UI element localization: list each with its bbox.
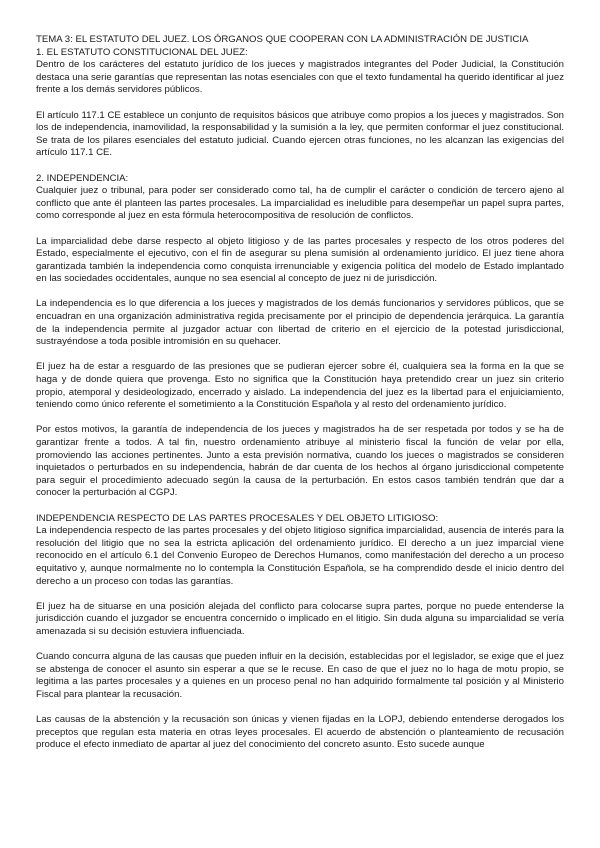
- paragraph: Dentro de los carácteres del estatuto jurídico de los jueces y magistrados integrantes del Poder Judicial, la Constitución destaca una serie garantías que representan las notas esenciales con que el texto fundamental ha querido identificar al juez frente a los demás servidores públicos.: [36, 59, 564, 96]
- paragraph: Cualquier juez o tribunal, para poder ser considerado como tal, ha de cumplir el carácter o condición de tercero ajeno al conflicto que ante él planteen las partes procesales. La imparcialidad es ineludible para desempeñar un papel supra partes, como corresponde al juez en esta fórmula heterocompositiva de resolución de conflictos.: [36, 185, 564, 222]
- paragraph: La independencia respecto de las partes procesales y del objeto litigioso significa imparcialidad, ausencia de interés para la resolución del litigio que no sea la estricta aplicación del ordenamiento jurídico. El derecho a un juez imparcial viene reconocido en el artículo 6.1 del Convenio Europeo de Derechos Humanos, como manifestación del derecho a un proceso equitativo y, aunque normalmente no lo contempla la Constitución Española, se ha comprendido desde el inicio dentro del derecho a un proceso con todas las garantías.: [36, 525, 564, 587]
- paragraph: La independencia es lo que diferencia a los jueces y magistrados de los demás funcionarios y servidores públicos, que se encuadran en una organización administrativa regida precisamente por el principio de dependencia jerárquica. La garantía de la independencia permite al juzgador actuar con libertad de criterio en el ejercicio de la potestad jurisdiccional, sustrayéndose a toda posible intromisión en su quehacer.: [36, 298, 564, 348]
- paragraph: El artículo 117.1 CE establece un conjunto de requisitos básicos que atribuye como propios a los jueces y magistrados. Son los de independencia, inamovilidad, la responsabilidad y la sumisión a la ley, que permiten conformar el juez constitucional. Se trata de los pilares esenciales del estatuto judicial. Cuando ejercen otras funciones, no les alcanzan las exigencias del artículo 117.1 CE.: [36, 109, 564, 159]
- section-heading-independencia: 2. INDEPENDENCIA:: [36, 172, 129, 184]
- paragraph: El juez ha de situarse en una posición alejada del conflicto para colocarse supra partes, porque no puede entenderse la jurisdicción cuando el juzgador se encuentra concernido o implicado en el litigio. Sin duda alguna su imparcialidad se vería amenazada si su decisión estuviera influenciada.: [36, 600, 564, 637]
- section-heading-partes-procesales: INDEPENDENCIA RESPECTO DE LAS PARTES PROCESALES Y DEL OBJETO LITIGIOSO:: [36, 512, 439, 524]
- document-page: [36, 34, 564, 752]
- paragraph: El juez ha de estar a resguardo de las presiones que se pudieran ejercer sobre él, cualquiera sea la forma en la que se haga y de donde quiera que provenga. Esto no significa que la Constitución haya pretendido crear un juez sin criterio propio, atemporal y desideologizado, encerrado y aislado. La independencia del juez es la libertad para el enjuiciamiento, teniendo como único referente el sometimiento a la Constitución Española y al resto del ordenamiento jurídico.: [36, 361, 564, 411]
- paragraph: Las causas de la abstención y la recusación son únicas y vienen fijadas en la LOPJ, debiendo entenderse derogados los preceptos que regulan esta materia en otras leyes procesales. El acuerdo de abstención o planteamiento de recusación produce el efecto inmediato de apartar al juez del conocimiento del concreto asunto. Esto sucede aunque: [36, 714, 564, 751]
- document-title: TEMA 3: EL ESTATUTO DEL JUEZ. LOS ÓRGANOS QUE COOPERAN CON LA ADMINISTRACIÓN DE JUSTICIA: [36, 34, 529, 45]
- paragraph: La imparcialidad debe darse respecto al objeto litigioso y de las partes procesales y respecto de los otros poderes del Estado, especialmente el ejecutivo, con el fin de asegurar su plena sumisión al ordenamiento jurídico. El juez tiene ahora garantizada también la independencia como conquista irrenunciable y exigencia política del modelo de Estado implantado en las sociedades occidentales, aunque no sea esencial al concepto de juez ni de jurisdicción.: [36, 235, 564, 285]
- section-heading-estatuto: 1. EL ESTATUTO CONSTITUCIONAL DEL JUEZ:: [36, 46, 248, 58]
- paragraph: Cuando concurra alguna de las causas que pueden influir en la decisión, establecidas por el legislador, se exige que el juez se abstenga de conocer el asunto sin esperar a que se le recuse. En caso de que el juez no lo haga de motu propio, se legitima a las partes procesales y a quienes en un proceso penal no han adquirido formalmente tal posición y al Ministerio Fiscal para plantear la recusación.: [36, 651, 564, 700]
- paragraph: Por estos motivos, la garantía de independencia de los jueces y magistrados ha de ser respetada por todos y se ha de garantizar frente a todos. A tal fin, nuestro ordenamiento atribuye al ministerio fiscal la función de velar por ella, promoviendo las acciones pertinentes. Junto a esta previsión normativa, cuando los jueces o magistrados se consideren inquietados o perturbados en su independencia, habrán de dar cuenta de los hechos al órgano jurisdiccional competente para seguir el procedimiento adecuado según la causa de la perturbación. En estos casos también tendrán que dar a conocer la perturbación al CGPJ.: [36, 424, 564, 499]
